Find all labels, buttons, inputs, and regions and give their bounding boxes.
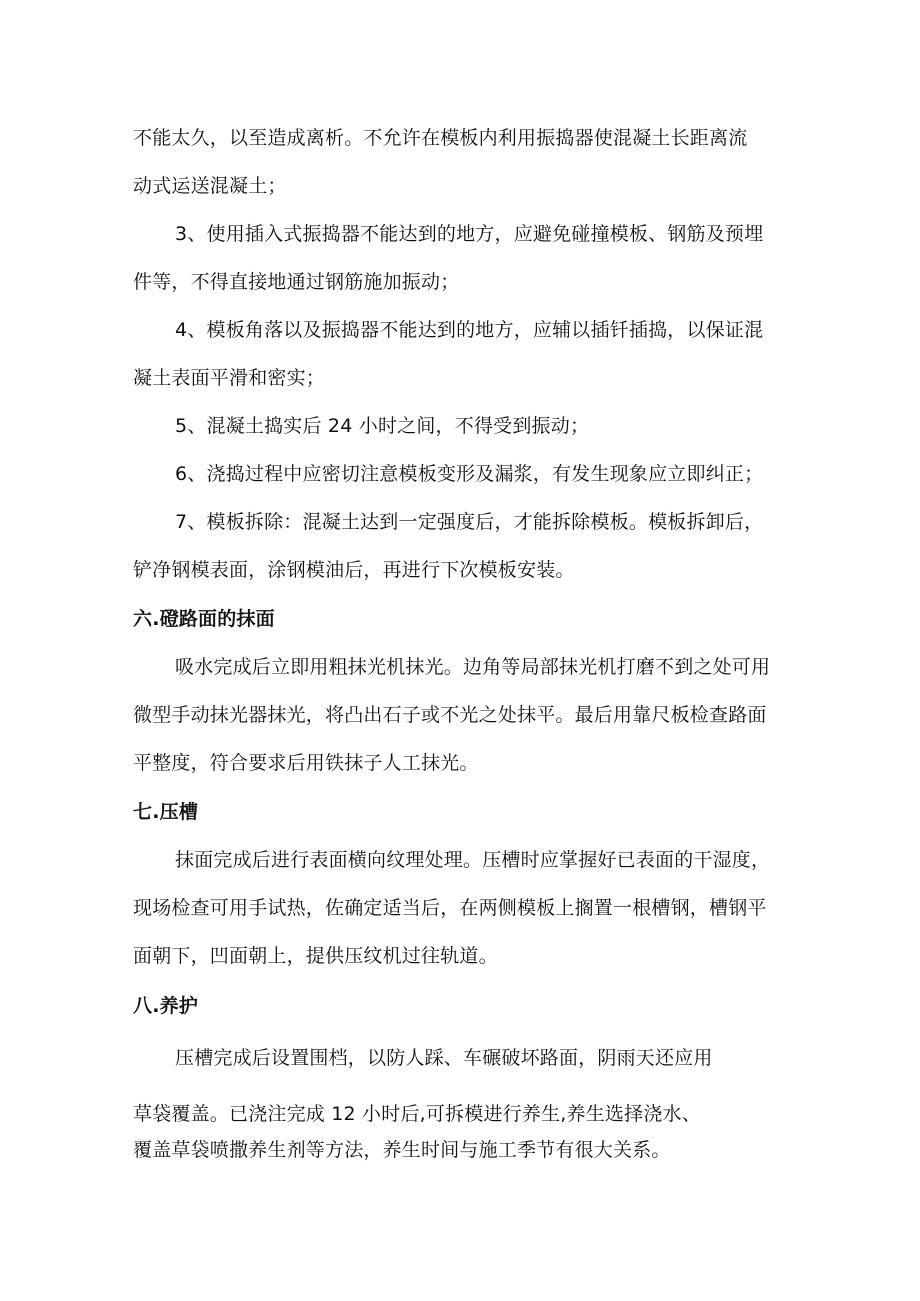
item-4-line-2: 凝土表面平滑和密实； xyxy=(133,367,326,389)
item-7-line-1: 7、模板拆除：混凝土达到一定强度后，才能拆除模板。模板拆卸后， xyxy=(175,511,764,533)
item-3-line-2: 件等，不得直接地通过钢筋施加振动； xyxy=(133,271,460,293)
section-7-line-2: 现场检查可用手试热，佐确定适当后，在两侧模板上搁置一根槽钢，槽钢平 xyxy=(133,897,767,919)
section-6-line-1: 吸水完成后立即用粗抹光机抹光。边角等局部抹光机打磨不到之处可用 xyxy=(175,656,771,678)
item-3-line-1: 3、使用插入式振捣器不能达到的地方，应避免碰撞模板、钢筋及预埋 xyxy=(175,223,764,245)
section-7-line-3: 面朝下，凹面朝上，提供压纹机过往轨道。 xyxy=(133,945,498,967)
section-7-line-1: 抹面完成后进行表面横向纹理处理。压槽时应掌握好已表面的干湿度， xyxy=(175,849,771,871)
item-5-line-1: 5、混凝土捣实后 24 小时之间，不得受到振动； xyxy=(175,415,590,437)
section-8-heading: 八.养护 xyxy=(133,995,199,1017)
section-6-heading: 六.磴路面的抹面 xyxy=(133,608,275,630)
section-8-line-1: 压槽完成后设置围档，以防人踩、车碾破坏路面，阴雨天还应用 xyxy=(175,1047,713,1069)
continuation-line-1: 不能太久，以至造成离析。不允许在模板内利用振捣器使混凝土长距离流 xyxy=(133,127,748,149)
item-4-line-1: 4、模板角落以及振捣器不能达到的地方，应辅以插钎插捣，以保证混 xyxy=(175,319,764,341)
continuation-line-2: 动式运送混凝土； xyxy=(133,175,287,197)
section-7-heading: 七.压槽 xyxy=(133,801,199,823)
section-8-line-3: 覆盖草袋喷撒养生剂等方法，养生时间与施工季节有很大关系。 xyxy=(133,1139,671,1161)
item-6-line-1: 6、浇捣过程中应密切注意模板变形及漏浆，有发生现象应立即纠正； xyxy=(175,463,764,485)
section-6-line-2: 微型手动抹光器抹光，将凸出石子或不光之处抹平。最后用靠尺板检查路面 xyxy=(133,704,767,726)
section-8-line-2: 草袋覆盖。已浇注完成 12 小时后,可拆模进行养生,养生选择浇水、 xyxy=(133,1103,701,1125)
item-7-line-2: 铲净钢模表面，涂钢模油后，再进行下次模板安装。 xyxy=(133,559,575,581)
section-6-line-3: 平整度，符合要求后用铁抹子人工抹光。 xyxy=(133,752,479,774)
